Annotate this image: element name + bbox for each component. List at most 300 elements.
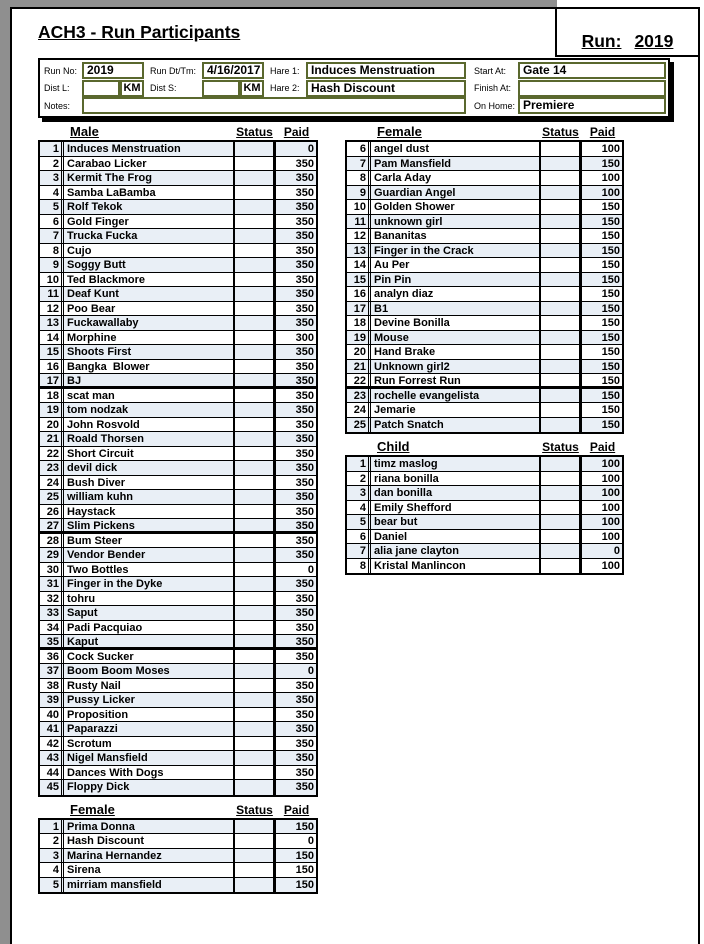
section-title-wrap (38, 124, 234, 139)
status-cell (235, 273, 273, 287)
dist-s-label: Dist S: (150, 83, 177, 93)
paid-cell: 350 (273, 360, 316, 374)
participant-name: Fuckawallaby (63, 316, 235, 330)
paid-cell: 350 (273, 737, 316, 751)
status-cell (235, 345, 273, 359)
participant-name: Two Bottles (63, 563, 235, 577)
participant-row (40, 215, 316, 230)
section-title-male: Male (70, 124, 99, 139)
row-number: 16 (40, 360, 62, 374)
paid-cell: 350 (273, 258, 316, 272)
participant-name: bear but (370, 515, 541, 529)
participant-name: Sirena (63, 863, 235, 877)
row-number: 2 (347, 472, 369, 486)
row-number: 10 (347, 200, 369, 214)
paid-cell: 150 (579, 215, 622, 229)
participant-name: Kristal Manlincon (370, 559, 541, 574)
participant-name: Pin Pin (370, 273, 541, 287)
start-at-field[interactable]: Gate 14 (518, 62, 666, 79)
paid-cell: 350 (273, 780, 316, 795)
participant-row (40, 820, 316, 835)
hare2-label: Hare 2: (270, 83, 300, 93)
row-number: 8 (347, 559, 369, 574)
participant-name: riana bonilla (370, 472, 541, 486)
participant-name: Prima Donna (63, 820, 235, 834)
section-male (38, 123, 318, 797)
participants-table-male (38, 140, 318, 797)
participant-row (40, 360, 316, 375)
status-cell (235, 403, 273, 417)
participant-row (347, 331, 622, 346)
status-cell (541, 418, 579, 433)
paid-cell: 350 (273, 229, 316, 243)
section-header-child (345, 438, 624, 455)
status-cell (235, 447, 273, 461)
paid-cell: 350 (273, 432, 316, 446)
status-cell (235, 664, 273, 678)
row-number: 3 (347, 486, 369, 500)
participant-row (347, 472, 622, 487)
status-cell (235, 215, 273, 229)
paid-column-header: Paid (589, 125, 616, 139)
row-number: 11 (347, 215, 369, 229)
participant-name: Poo Bear (63, 302, 235, 316)
participant-name: Finger in the Dyke (63, 577, 235, 591)
row-number: 1 (40, 142, 62, 156)
hare1-label: Hare 1: (270, 65, 300, 76)
paid-cell: 350 (273, 287, 316, 301)
row-number: 34 (40, 621, 62, 635)
status-cell (235, 650, 273, 664)
participant-name: Cock Sucker (63, 650, 235, 664)
row-number: 37 (40, 664, 62, 678)
status-cell (235, 157, 273, 171)
participant-name: Haystack (63, 505, 235, 519)
section-title-female-lower: Female (70, 801, 115, 817)
participant-name: Rusty Nail (63, 679, 235, 693)
status-cell (235, 708, 273, 722)
participant-row (347, 200, 622, 215)
paid-cell: 350 (273, 418, 316, 432)
participant-row (347, 403, 622, 418)
status-cell (235, 563, 273, 577)
status-cell (541, 302, 579, 316)
status-cell (541, 273, 579, 287)
row-number: 4 (347, 501, 369, 515)
status-cell (541, 331, 579, 345)
participant-row (40, 432, 316, 447)
status-cell (235, 374, 273, 386)
row-number: 7 (347, 544, 369, 558)
status-column-header: Status (542, 440, 579, 454)
row-number: 18 (347, 316, 369, 330)
participant-name: Au Per (370, 258, 541, 272)
section-title-child: Child (377, 439, 410, 454)
row-number: 22 (40, 447, 62, 461)
row-number: 25 (40, 490, 62, 504)
participant-row (40, 606, 316, 621)
status-cell (235, 849, 273, 863)
row-number: 23 (347, 389, 369, 403)
row-number: 2 (40, 834, 62, 848)
row-number: 35 (40, 635, 62, 647)
paid-cell: 100 (579, 515, 622, 529)
participant-name: Mouse (370, 331, 541, 345)
row-number: 6 (40, 215, 62, 229)
participant-name: Nigel Mansfield (63, 751, 235, 765)
status-cell (235, 302, 273, 316)
participant-row (40, 302, 316, 317)
paid-cell: 100 (579, 171, 622, 185)
status-cell (235, 679, 273, 693)
status-cell (541, 360, 579, 374)
paid-cell: 350 (273, 606, 316, 620)
status-cell (541, 142, 579, 156)
row-number: 14 (40, 331, 62, 345)
participant-name: Devine Bonilla (370, 316, 541, 330)
section-title-wrap (345, 124, 540, 139)
participant-row (40, 722, 316, 737)
participant-row (40, 737, 316, 752)
paid-cell: 350 (273, 200, 316, 214)
status-cell (235, 820, 273, 834)
start-at-label: Start At: (474, 65, 507, 76)
participant-row (347, 457, 622, 472)
participant-row (40, 708, 316, 723)
paid-cell: 350 (273, 186, 316, 200)
participant-name: analyn diaz (370, 287, 541, 301)
participant-name: Saput (63, 606, 235, 620)
form-row-3 (42, 97, 666, 114)
status-cell (235, 834, 273, 848)
paid-cell: 150 (579, 403, 622, 417)
paid-cell: 100 (579, 559, 622, 574)
status-cell (235, 389, 273, 403)
participant-row (40, 878, 316, 893)
row-number: 19 (347, 331, 369, 345)
paid-cell: 100 (579, 457, 622, 471)
paid-cell: 350 (273, 519, 316, 531)
status-cell (235, 418, 273, 432)
row-number: 21 (40, 432, 62, 446)
participant-row (347, 316, 622, 331)
participant-name: Kaput (63, 635, 235, 647)
status-cell (235, 863, 273, 877)
paid-cell: 150 (579, 258, 622, 272)
status-cell (235, 751, 273, 765)
participant-name: Padi Pacquiao (63, 621, 235, 635)
paid-cell: 150 (273, 863, 316, 877)
section-title-wrap (38, 802, 234, 817)
finish-at-label: Finish At: (474, 83, 512, 93)
status-cell (235, 519, 273, 531)
participant-name: Bananitas (370, 229, 541, 243)
status-cell (235, 722, 273, 736)
row-number: 21 (347, 360, 369, 374)
paid-cell: 150 (579, 200, 622, 214)
status-cell (541, 345, 579, 359)
status-cell (235, 534, 273, 548)
participant-name: mirriam mansfield (63, 878, 235, 893)
paid-cell: 150 (579, 229, 622, 243)
status-cell (235, 200, 273, 214)
participant-row (40, 287, 316, 302)
paid-column-header: Paid (283, 802, 310, 817)
participant-row (40, 693, 316, 708)
paid-cell: 150 (579, 345, 622, 359)
status-cell (235, 461, 273, 475)
row-number: 3 (40, 849, 62, 863)
participant-row (40, 389, 316, 404)
participant-name: Soggy Butt (63, 258, 235, 272)
participant-row (40, 316, 316, 331)
participant-row (347, 258, 622, 273)
participant-name: John Rosvold (63, 418, 235, 432)
participant-name: scat man (63, 389, 235, 403)
row-number: 28 (40, 534, 62, 548)
row-number: 14 (347, 258, 369, 272)
participant-name: Marina Hernandez (63, 849, 235, 863)
paid-cell: 150 (579, 157, 622, 171)
status-cell (541, 472, 579, 486)
dist-l-label: Dist L: (44, 83, 70, 93)
status-cell (541, 244, 579, 258)
dist-l-unit: KM (120, 80, 144, 97)
participant-name: Bangka Blower (63, 360, 235, 374)
participant-row (40, 635, 316, 650)
status-cell (541, 544, 579, 558)
section-header-male (38, 123, 318, 140)
status-cell (541, 229, 579, 243)
participant-name: Finger in the Crack (370, 244, 541, 258)
paid-cell: 350 (273, 693, 316, 707)
row-number: 19 (40, 403, 62, 417)
finish-at-field[interactable] (518, 80, 666, 97)
participant-row (40, 863, 316, 878)
paid-cell: 150 (579, 316, 622, 330)
status-cell (235, 878, 273, 893)
participant-name: angel dust (370, 142, 541, 156)
paid-cell: 100 (579, 530, 622, 544)
paid-cell: 150 (579, 374, 622, 386)
paid-cell: 350 (273, 374, 316, 386)
status-cell (235, 331, 273, 345)
paid-cell: 350 (273, 635, 316, 647)
status-cell (235, 490, 273, 504)
paid-cell: 150 (579, 360, 622, 374)
paid-cell: 350 (273, 157, 316, 171)
row-number: 8 (347, 171, 369, 185)
participant-row (40, 200, 316, 215)
desktop-margin-top (0, 0, 557, 7)
participant-row (347, 302, 622, 317)
status-cell (541, 258, 579, 272)
paid-cell: 150 (273, 849, 316, 863)
paid-cell: 100 (579, 501, 622, 515)
right-column (345, 123, 624, 894)
status-cell (235, 476, 273, 490)
participant-name: Kermit The Frog (63, 171, 235, 185)
row-number: 32 (40, 592, 62, 606)
row-number: 6 (347, 142, 369, 156)
participant-row (347, 273, 622, 288)
paid-cell: 0 (273, 664, 316, 678)
participant-name: timz maslog (370, 457, 541, 471)
participant-row (347, 360, 622, 375)
participant-name: Vendor Bender (63, 548, 235, 562)
participant-row (40, 650, 316, 665)
participant-row (40, 418, 316, 433)
paid-cell: 350 (273, 534, 316, 548)
row-number: 30 (40, 563, 62, 577)
status-cell (235, 621, 273, 635)
participant-row (40, 171, 316, 186)
row-number: 2 (40, 157, 62, 171)
row-number: 15 (347, 273, 369, 287)
row-number: 33 (40, 606, 62, 620)
on-home-field[interactable]: Premiere (518, 97, 666, 114)
participant-name: Patch Snatch (370, 418, 541, 433)
status-cell (235, 287, 273, 301)
participant-row (347, 389, 622, 404)
row-number: 23 (40, 461, 62, 475)
hare2-field[interactable]: Hash Discount (306, 80, 466, 97)
section-header-female (345, 123, 624, 140)
form-row-1 (42, 62, 666, 79)
participant-row (40, 548, 316, 563)
status-cell (235, 432, 273, 446)
section-header-female-lower (38, 801, 318, 818)
paid-cell: 150 (579, 389, 622, 403)
participant-row (40, 186, 316, 201)
status-cell (541, 171, 579, 185)
status-cell (541, 186, 579, 200)
paid-cell: 350 (273, 273, 316, 287)
participant-name: Scrotum (63, 737, 235, 751)
dist-s-field[interactable] (202, 80, 240, 97)
paid-cell: 150 (579, 287, 622, 301)
participant-name: Bush Diver (63, 476, 235, 490)
row-number: 1 (40, 820, 62, 834)
status-cell (541, 374, 579, 386)
row-number: 11 (40, 287, 62, 301)
status-cell (541, 200, 579, 214)
participant-name: Pam Mansfield (370, 157, 541, 171)
participant-name: Floppy Dick (63, 780, 235, 795)
run-date-field[interactable]: 4/16/2017 (202, 62, 264, 79)
row-number: 5 (40, 878, 62, 893)
form-row-2 (42, 80, 666, 97)
participant-row (40, 258, 316, 273)
paid-cell: 100 (579, 486, 622, 500)
row-number: 20 (347, 345, 369, 359)
participant-row (40, 534, 316, 549)
status-cell (541, 486, 579, 500)
participant-name: Carla Aday (370, 171, 541, 185)
participant-name: Golden Shower (370, 200, 541, 214)
row-number: 7 (347, 157, 369, 171)
status-cell (235, 737, 273, 751)
participant-row (347, 229, 622, 244)
participant-row (40, 679, 316, 694)
paid-cell: 300 (273, 331, 316, 345)
row-number: 26 (40, 505, 62, 519)
participant-name: Guardian Angel (370, 186, 541, 200)
row-number: 40 (40, 708, 62, 722)
dist-l-field[interactable] (82, 80, 120, 97)
paid-cell: 150 (579, 418, 622, 433)
row-number: 17 (347, 302, 369, 316)
participant-name: Emily Shefford (370, 501, 541, 515)
paid-cell: 150 (273, 878, 316, 893)
paid-cell: 350 (273, 215, 316, 229)
status-cell (235, 316, 273, 330)
row-number: 20 (40, 418, 62, 432)
row-number: 39 (40, 693, 62, 707)
status-cell (541, 389, 579, 403)
row-number: 4 (40, 863, 62, 877)
participant-row (40, 592, 316, 607)
row-number: 31 (40, 577, 62, 591)
run-label: Run: (581, 31, 622, 51)
run-no-field[interactable]: 2019 (82, 62, 144, 79)
desktop-margin-left (0, 0, 10, 944)
participant-name: Ted Blackmore (63, 273, 235, 287)
participant-row (40, 834, 316, 849)
participant-row (40, 476, 316, 491)
document-title: ACH3 - Run Participants (38, 22, 241, 42)
status-column-header: Status (236, 125, 273, 139)
status-cell (541, 530, 579, 544)
status-cell (541, 559, 579, 574)
paid-cell: 0 (273, 834, 316, 848)
status-cell (541, 287, 579, 301)
dist-s-unit: KM (240, 80, 264, 97)
row-number: 12 (40, 302, 62, 316)
paid-cell: 350 (273, 766, 316, 780)
paid-cell: 150 (273, 820, 316, 834)
status-cell (541, 215, 579, 229)
paid-cell: 350 (273, 389, 316, 403)
section-title-female: Female (377, 124, 422, 139)
participant-name: Dances With Dogs (63, 766, 235, 780)
row-number: 15 (40, 345, 62, 359)
row-number: 45 (40, 780, 62, 795)
paid-cell: 350 (273, 650, 316, 664)
paid-cell: 100 (579, 186, 622, 200)
paid-cell: 150 (579, 244, 622, 258)
participant-row (40, 621, 316, 636)
participant-row (347, 515, 622, 530)
participant-row (347, 186, 622, 201)
row-number: 6 (347, 530, 369, 544)
hare1-field[interactable]: Induces Menstruation (306, 62, 466, 79)
status-cell (541, 157, 579, 171)
notes-field[interactable] (82, 97, 466, 114)
participant-name: devil dick (63, 461, 235, 475)
participant-name: tom nodzak (63, 403, 235, 417)
participant-name: rochelle evangelista (370, 389, 541, 403)
row-number: 13 (40, 316, 62, 330)
status-column-header: Status (542, 125, 579, 139)
participant-name: Pussy Licker (63, 693, 235, 707)
status-cell (235, 186, 273, 200)
paid-cell: 350 (273, 171, 316, 185)
participant-row (40, 751, 316, 766)
participant-row (40, 142, 316, 157)
paid-cell: 350 (273, 316, 316, 330)
status-cell (235, 606, 273, 620)
